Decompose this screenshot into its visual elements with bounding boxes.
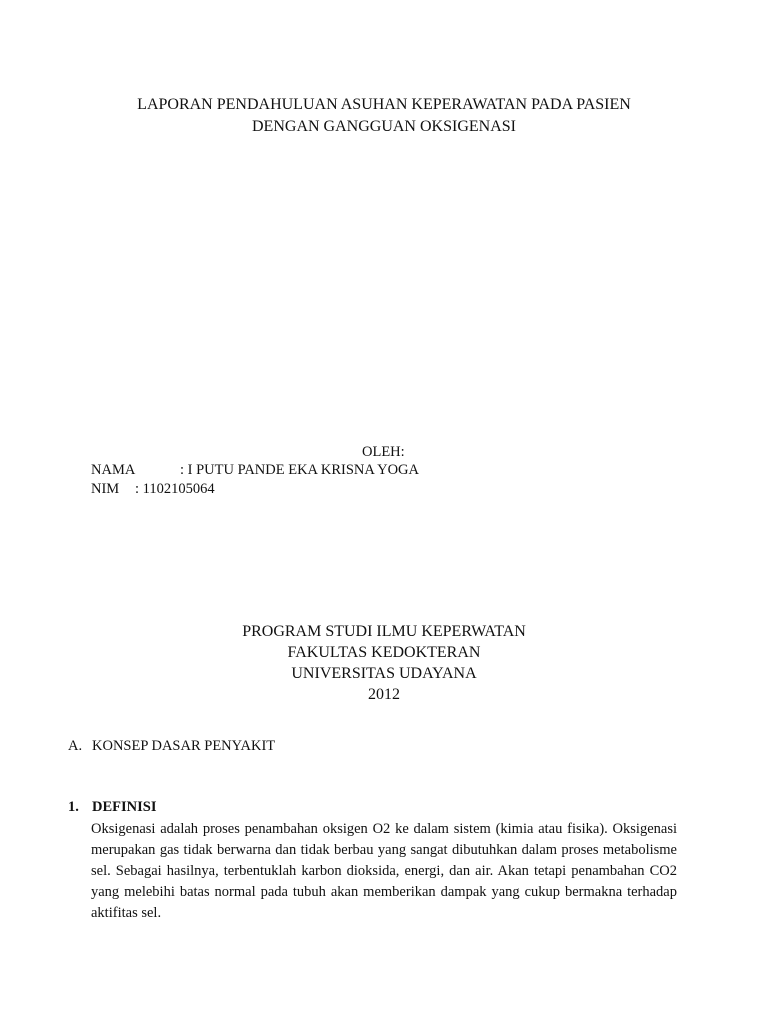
section-a-marker: A. [68,738,83,754]
definisi-title: DEFINISI [92,799,157,815]
nama-value: : I PUTU PANDE EKA KRISNA YOGA [180,462,420,478]
report-title-line-1: LAPORAN PENDAHULUAN ASUHAN KEPERAWATAN PADA PASIEN [137,96,631,113]
nim-label: NIM [91,481,120,497]
oleh-label: OLEH: [362,444,405,460]
report-year: 2012 [368,686,400,703]
definisi-paragraph: Oksigenasi adalah proses penambahan oksigen O2 ke dalam sistem (kimia atau fisika). Oksigenasi merupakan gas tidak berwarna dan tidak berbau yang sangat dibutuhkan dalam proses metabolisme sel. Sebagai hasilnya, terbentuklah karbon dioksida, energi, dan air. Akan tetapi penambahan CO2 yang melebihi batas normal pada tubuh akan memberikan dampak yang cukup bermakna terhadap aktifitas sel. [91,821,677,921]
nim-value: : 1102105064 [135,481,215,497]
definisi-number: 1. [68,799,79,815]
section-a-heading [68,738,275,755]
section-a-title: KONSEP DASAR PENYAKIT [92,738,276,754]
nama-label: NAMA [91,462,136,478]
definisi-heading [68,799,156,816]
program-name: PROGRAM STUDI ILMU KEPERWATAN [242,623,526,640]
faculty-name: FAKULTAS KEDOKTERAN [287,644,481,661]
university-name: UNIVERSITAS UDAYANA [291,665,477,682]
report-title-line-2: DENGAN GANGGUAN OKSIGENASI [252,118,516,135]
